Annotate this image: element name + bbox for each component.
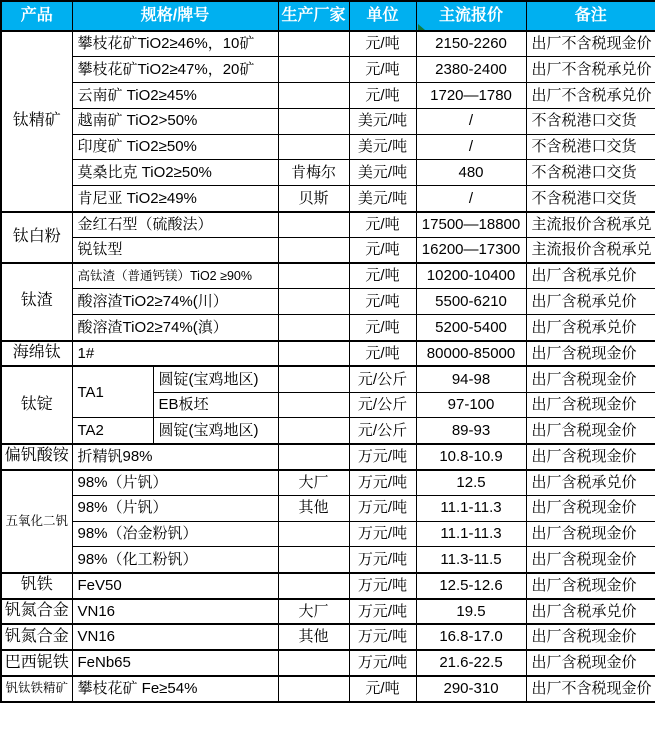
unit-cell: 万元/吨 — [349, 624, 416, 650]
header-price: 主流报价 — [416, 1, 526, 31]
spec-cell: 酸溶渣TiO2≥74%(滇） — [72, 315, 278, 341]
spec-cell: 高钛渣（普通钙镁）TiO2 ≥90% — [72, 263, 278, 289]
note-cell: 出厂不含税承兑价 — [526, 83, 655, 109]
maker-cell — [278, 547, 349, 573]
header-spec: 规格/牌号 — [72, 1, 278, 31]
maker-cell — [278, 212, 349, 238]
note-cell: 主流报价含税承兑 — [526, 237, 655, 263]
note-cell: 出厂含税现金价 — [526, 418, 655, 444]
note-cell: 出厂含税承兑价 — [526, 599, 655, 625]
price-cell: / — [416, 134, 526, 160]
price-cell: 80000-85000 — [416, 341, 526, 367]
maker-cell — [278, 289, 349, 315]
note-cell: 出厂含税承兑价 — [526, 263, 655, 289]
header-row — [1, 1, 655, 31]
note-cell: 出厂含税现金价 — [526, 624, 655, 650]
note-cell: 出厂含税现金价 — [526, 521, 655, 547]
price-cell: 16200—17300 — [416, 237, 526, 263]
product-cell: 钒钛铁精矿 — [1, 676, 72, 702]
unit-cell: 美元/吨 — [349, 108, 416, 134]
unit-cell: 万元/吨 — [349, 495, 416, 521]
price-cell: 10.8-10.9 — [416, 444, 526, 470]
price-cell: 11.3-11.5 — [416, 547, 526, 573]
price-cell: 97-100 — [416, 392, 526, 418]
maker-cell — [278, 521, 349, 547]
spec-cell: 越南矿 TiO2>50% — [72, 108, 278, 134]
note-cell: 不含税港口交货 — [526, 134, 655, 160]
note-cell: 出厂含税现金价 — [526, 547, 655, 573]
price-cell: 5200-5400 — [416, 315, 526, 341]
maker-cell — [278, 263, 349, 289]
spec-cell: FeV50 — [72, 573, 278, 599]
price-cell: 12.5 — [416, 470, 526, 496]
spec-cell: FeNb65 — [72, 650, 278, 676]
spec-cell: 肯尼亚 TiO2≥49% — [72, 186, 278, 212]
spec-grade-cell: TA1 — [72, 366, 153, 418]
header-note: 备注 — [526, 1, 655, 31]
price-cell: / — [416, 186, 526, 212]
price-cell: 5500-6210 — [416, 289, 526, 315]
table-row — [1, 521, 655, 547]
spec-cell: 锐钛型 — [72, 237, 278, 263]
table-row — [1, 212, 655, 238]
maker-cell — [278, 418, 349, 444]
maker-cell — [278, 108, 349, 134]
product-cell: 钒铁 — [1, 573, 72, 599]
maker-cell — [278, 31, 349, 57]
table-row — [1, 650, 655, 676]
maker-cell — [278, 573, 349, 599]
table-row — [1, 495, 655, 521]
unit-cell: 元/吨 — [349, 315, 416, 341]
table-row — [1, 263, 655, 289]
maker-cell — [278, 83, 349, 109]
price-cell: 12.5-12.6 — [416, 573, 526, 599]
unit-cell: 万元/吨 — [349, 599, 416, 625]
table-row — [1, 134, 655, 160]
table-row — [1, 470, 655, 496]
product-cell: 海绵钛 — [1, 341, 72, 367]
table-row — [1, 444, 655, 470]
price-cell: 1720—1780 — [416, 83, 526, 109]
unit-cell: 元/吨 — [349, 31, 416, 57]
spec-cell: 攀枝花矿TiO2≥46%，10矿 — [72, 31, 278, 57]
product-cell: 钒氮合金 — [1, 599, 72, 625]
header-product: 产品 — [1, 1, 72, 31]
table-body — [1, 31, 655, 702]
spec-cell: 攀枝花矿 Fe≥54% — [72, 676, 278, 702]
spec-form-cell: 圆锭(宝鸡地区) — [153, 366, 278, 392]
unit-cell: 元/吨 — [349, 212, 416, 238]
note-cell: 出厂不含税现金价 — [526, 676, 655, 702]
price-cell: 16.8-17.0 — [416, 624, 526, 650]
unit-cell: 万元/吨 — [349, 470, 416, 496]
unit-cell: 万元/吨 — [349, 650, 416, 676]
product-cell: 钒氮合金 — [1, 624, 72, 650]
maker-cell: 肯梅尔 — [278, 160, 349, 186]
table-row — [1, 83, 655, 109]
unit-cell: 万元/吨 — [349, 521, 416, 547]
note-cell: 出厂不含税承兑价 — [526, 57, 655, 83]
price-cell: 19.5 — [416, 599, 526, 625]
unit-cell: 元/吨 — [349, 57, 416, 83]
note-cell: 出厂含税承兑价 — [526, 289, 655, 315]
price-cell: / — [416, 108, 526, 134]
maker-cell — [278, 315, 349, 341]
unit-cell: 万元/吨 — [349, 547, 416, 573]
unit-cell: 万元/吨 — [349, 444, 416, 470]
price-cell: 11.1-11.3 — [416, 521, 526, 547]
price-cell: 89-93 — [416, 418, 526, 444]
table-row — [1, 676, 655, 702]
unit-cell: 元/公斤 — [349, 392, 416, 418]
price-cell: 480 — [416, 160, 526, 186]
spec-cell: 印度矿 TiO2≥50% — [72, 134, 278, 160]
table-row — [1, 31, 655, 57]
spec-cell: 1# — [72, 341, 278, 367]
price-cell: 2150-2260 — [416, 31, 526, 57]
maker-cell — [278, 676, 349, 702]
unit-cell: 元/公斤 — [349, 418, 416, 444]
spec-cell: VN16 — [72, 624, 278, 650]
unit-cell: 元/吨 — [349, 263, 416, 289]
header-unit: 单位 — [349, 1, 416, 31]
spec-cell: 98%（片钒） — [72, 495, 278, 521]
table-row — [1, 366, 655, 392]
price-cell: 10200-10400 — [416, 263, 526, 289]
maker-cell — [278, 57, 349, 83]
table-row — [1, 57, 655, 83]
table-row — [1, 315, 655, 341]
unit-cell: 元/吨 — [349, 341, 416, 367]
note-cell: 不含税港口交货 — [526, 186, 655, 212]
product-cell: 钛白粉 — [1, 212, 72, 264]
maker-cell — [278, 392, 349, 418]
table-row — [1, 624, 655, 650]
table-row — [1, 160, 655, 186]
spec-cell: 金红石型（硫酸法） — [72, 212, 278, 238]
spec-cell: 98%（冶金粉钒） — [72, 521, 278, 547]
note-cell: 出厂含税现金价 — [526, 650, 655, 676]
spec-cell: 98%（化工粉钒） — [72, 547, 278, 573]
spec-cell: 酸溶渣TiO2≥74%(川） — [72, 289, 278, 315]
maker-cell: 大厂 — [278, 599, 349, 625]
spec-cell: 攀枝花矿TiO2≥47%，20矿 — [72, 57, 278, 83]
maker-cell — [278, 134, 349, 160]
unit-cell: 元/公斤 — [349, 366, 416, 392]
unit-cell: 美元/吨 — [349, 134, 416, 160]
note-cell: 不含税港口交货 — [526, 160, 655, 186]
note-cell: 出厂含税现金价 — [526, 366, 655, 392]
product-cell: 钛锭 — [1, 366, 72, 443]
table-row — [1, 547, 655, 573]
unit-cell: 元/吨 — [349, 83, 416, 109]
header-maker: 生产厂家 — [278, 1, 349, 31]
spec-form-cell: 圆锭(宝鸡地区) — [153, 418, 278, 444]
note-cell: 出厂含税现金价 — [526, 341, 655, 367]
table-row — [1, 237, 655, 263]
price-cell: 17500—18800 — [416, 212, 526, 238]
green-flag-icon — [418, 24, 425, 30]
note-cell: 出厂含税承兑价 — [526, 315, 655, 341]
maker-cell: 贝斯 — [278, 186, 349, 212]
table-row — [1, 599, 655, 625]
unit-cell: 元/吨 — [349, 237, 416, 263]
maker-cell — [278, 341, 349, 367]
maker-cell: 大厂 — [278, 470, 349, 496]
maker-cell — [278, 237, 349, 263]
spec-cell: 98%（片钒） — [72, 470, 278, 496]
note-cell: 出厂含税现金价 — [526, 392, 655, 418]
table-row — [1, 108, 655, 134]
spec-cell: 莫桑比克 TiO2≥50% — [72, 160, 278, 186]
spec-cell: 云南矿 TiO2≥45% — [72, 83, 278, 109]
product-cell: 偏钒酸铵 — [1, 444, 72, 470]
product-cell: 钛精矿 — [1, 31, 72, 212]
table-row — [1, 573, 655, 599]
note-cell: 出厂含税现金价 — [526, 573, 655, 599]
spec-grade-cell: TA2 — [72, 418, 153, 444]
maker-cell: 其他 — [278, 495, 349, 521]
maker-cell — [278, 366, 349, 392]
note-cell: 出厂含税承兑价 — [526, 470, 655, 496]
table-row — [1, 289, 655, 315]
note-cell: 出厂含税现金价 — [526, 444, 655, 470]
note-cell: 出厂含税现金价 — [526, 495, 655, 521]
unit-cell: 万元/吨 — [349, 573, 416, 599]
note-cell: 主流报价含税承兑 — [526, 212, 655, 238]
price-cell: 11.1-11.3 — [416, 495, 526, 521]
maker-cell: 其他 — [278, 624, 349, 650]
price-cell: 94-98 — [416, 366, 526, 392]
product-cell: 钛渣 — [1, 263, 72, 340]
unit-cell: 美元/吨 — [349, 186, 416, 212]
maker-cell — [278, 650, 349, 676]
unit-cell: 元/吨 — [349, 676, 416, 702]
spec-cell: VN16 — [72, 599, 278, 625]
spec-form-cell: EB板坯 — [153, 392, 278, 418]
price-cell: 2380-2400 — [416, 57, 526, 83]
unit-cell: 美元/吨 — [349, 160, 416, 186]
table-row — [1, 341, 655, 367]
price-cell: 290-310 — [416, 676, 526, 702]
maker-cell — [278, 444, 349, 470]
unit-cell: 元/吨 — [349, 289, 416, 315]
spec-cell: 折精钒98% — [72, 444, 278, 470]
table-row — [1, 418, 655, 444]
table-row — [1, 186, 655, 212]
price-cell: 21.6-22.5 — [416, 650, 526, 676]
note-cell: 不含税港口交货 — [526, 108, 655, 134]
product-cell: 五氧化二钒 — [1, 470, 72, 573]
note-cell: 出厂不含税现金价 — [526, 31, 655, 57]
product-cell: 巴西铌铁 — [1, 650, 72, 676]
